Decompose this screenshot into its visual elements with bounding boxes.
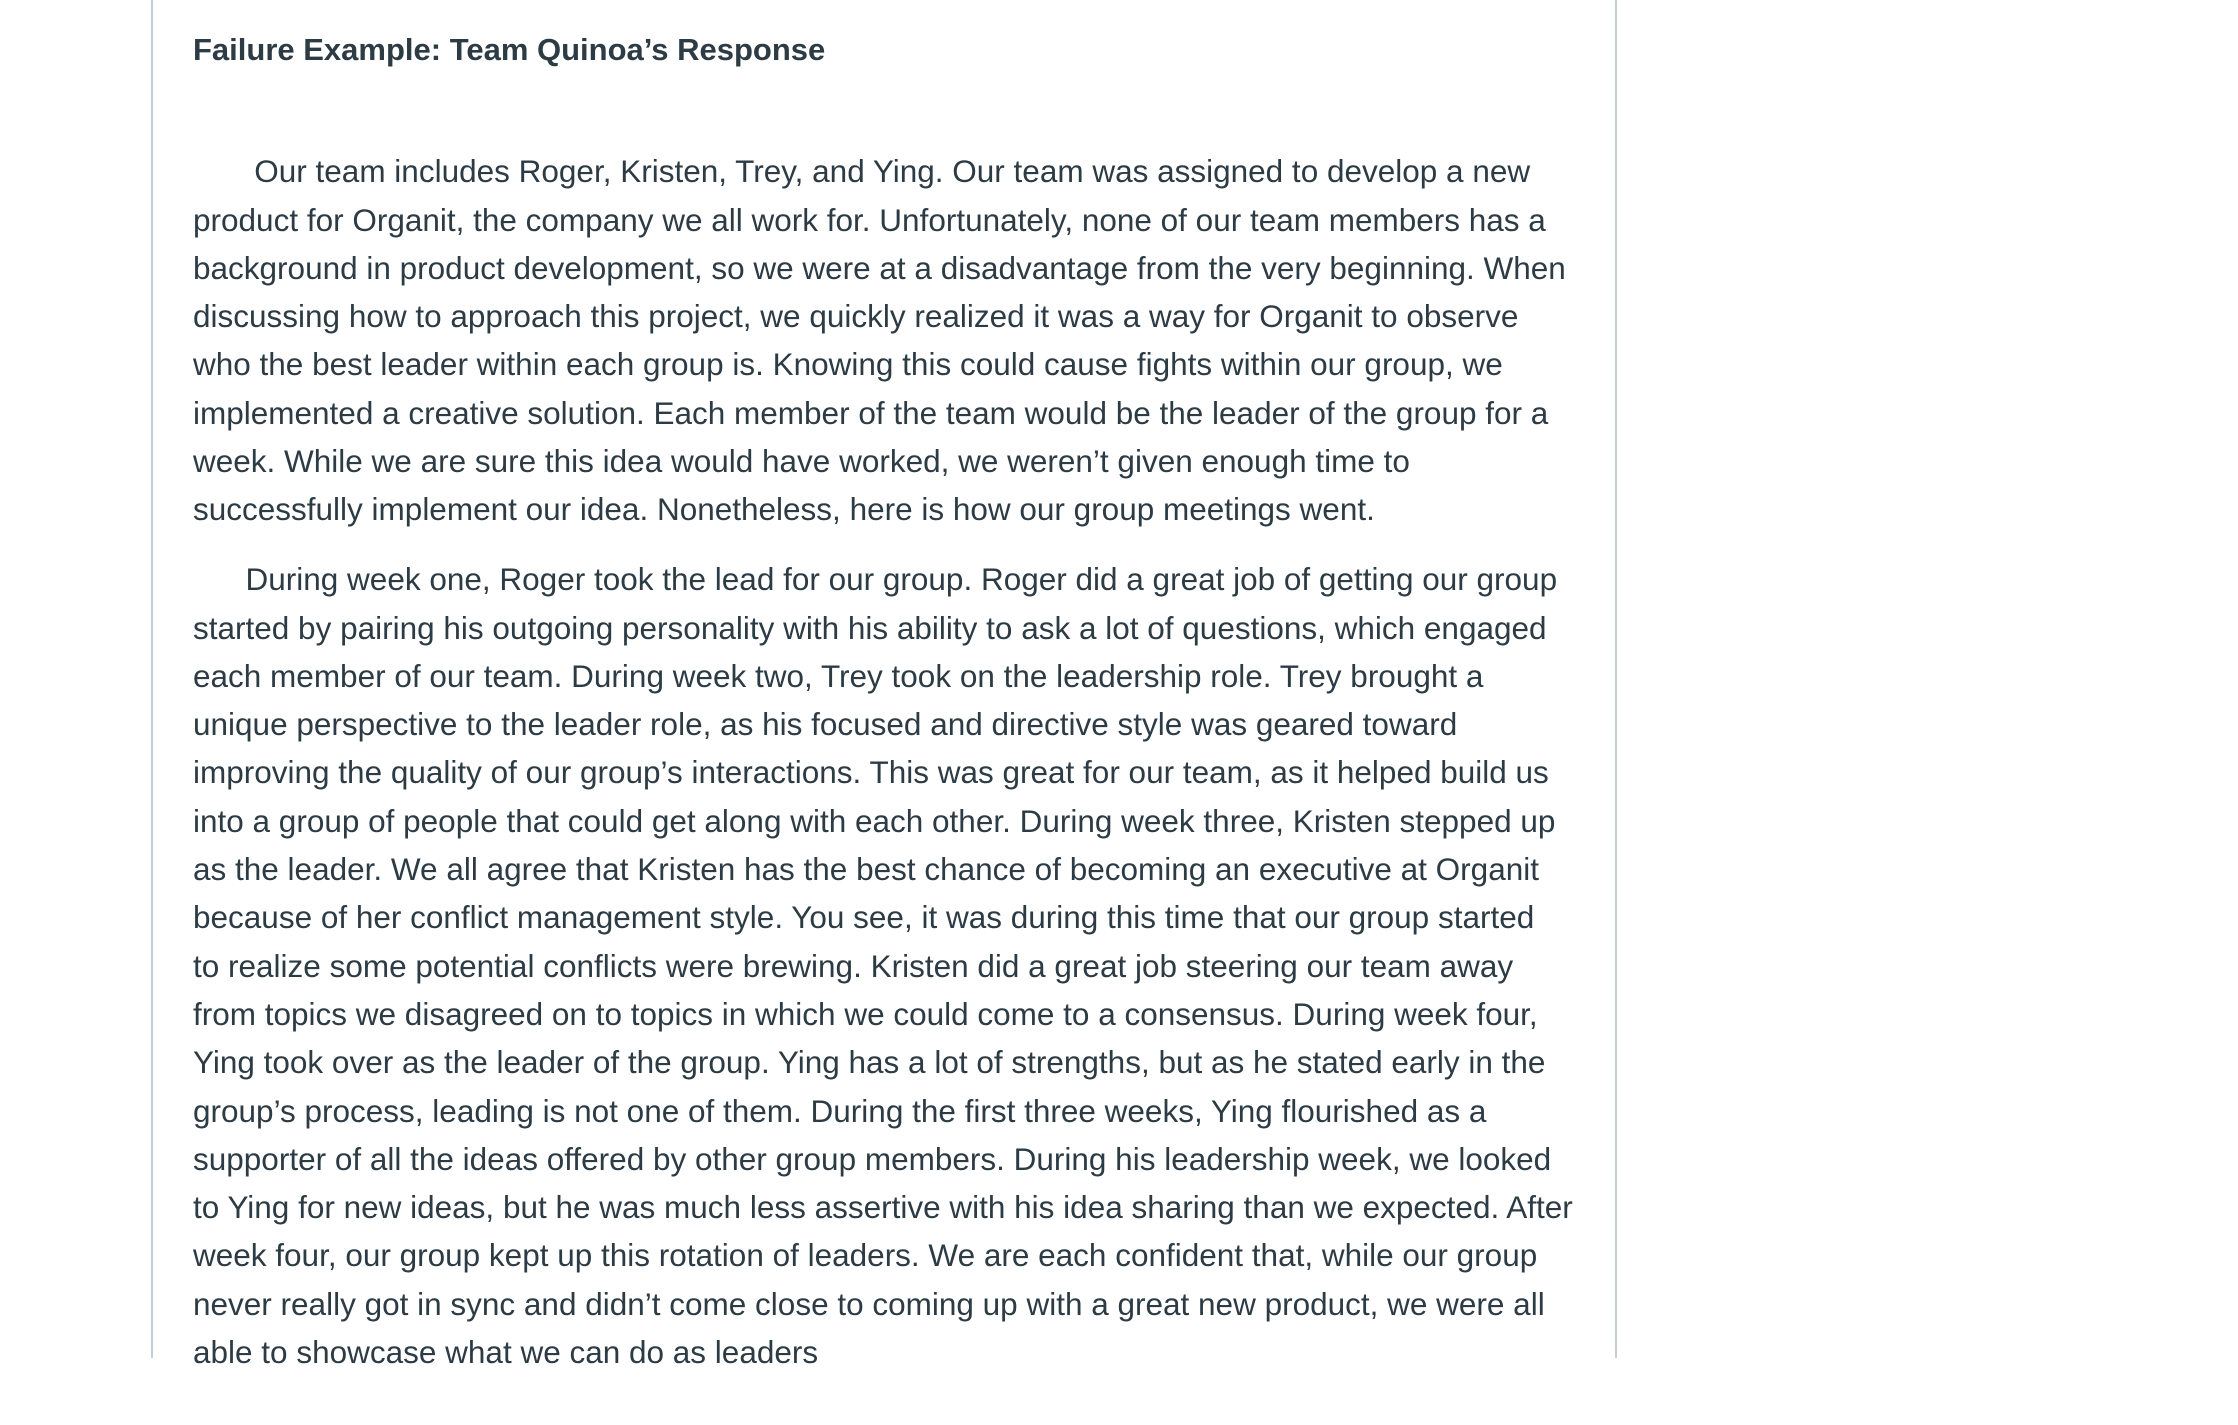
text-line: to realize some potential conflicts were brewing. Kristen did a great job steering our team away [193, 947, 1514, 984]
text-line: During week one, Roger took the lead for our group. Roger did a great job of getting our group [245, 561, 1558, 598]
text-line: background in product development, so we were at a disadvantage from the very beginning. When [193, 249, 1566, 286]
text-line: unique perspective to the leader role, as his focused and directive style was geared toward [193, 706, 1458, 743]
text-line: supporter of all the ideas offered by other group members. During his leadership week, we looked [193, 1140, 1552, 1177]
text-line: Our team includes Roger, Kristen, Trey, and Ying. Our team was assigned to develop a new [245, 153, 1531, 190]
text-line: successfully implement our idea. Nonetheless, here is how our group meetings went. [193, 491, 1375, 528]
section-heading: Failure Example: Team Quinoa’s Response [193, 32, 826, 67]
text-line: who the best leader within each group is. Knowing this could cause fights within our group, we [193, 346, 1503, 383]
text-line: started by pairing his outgoing personality with his ability to ask a lot of questions, which engaged [193, 609, 1547, 646]
content-panel [151, 0, 1617, 1371]
text-line: week four, our group kept up this rotation of leaders. We are each confident that, while our group [193, 1237, 1538, 1274]
paragraph-weekly-leaders [193, 507, 1573, 1425]
text-line: because of her conflict management style. You see, it was during this time that our group started [193, 899, 1535, 936]
text-line: Ying took over as the leader of the group. Ying has a lot of strengths, but as he stated early in the [193, 1044, 1546, 1081]
text-line: group’s process, leading is not one of them. During the first three weeks, Ying flourished as a [193, 1092, 1487, 1129]
text-line: implemented a creative solution. Each member of the team would be the leader of the group for a [193, 394, 1549, 431]
text-line: never really got in sync and didn’t come close to coming up with a great new product, we were all [193, 1285, 1545, 1322]
text-line: to Ying for new ideas, but he was much less assertive with his idea sharing than we expected. After [193, 1189, 1573, 1226]
text-line: improving the quality of our group’s interactions. This was great for our team, as it helped build us [193, 754, 1549, 791]
text-line: each member of our team. During week two, Trey took on the leadership role. Trey brought a [193, 657, 1484, 694]
text-line: from topics we disagreed on to topics in which we could come to a consensus. During week four, [193, 995, 1538, 1032]
text-line: product for Organit, the company we all work for. Unfortunately, none of our team members has a [193, 201, 1546, 238]
text-line: week. While we are sure this idea would have worked, we weren’t given enough time to [193, 443, 1410, 480]
text-line: into a group of people that could get along with each other. During week three, Kristen stepped up [193, 802, 1556, 839]
text-line: discussing how to approach this project, we quickly realized it was a way for Organit to observe [193, 298, 1519, 335]
text-line: able to showcase what we can do as leaders [193, 1334, 819, 1371]
text-line: as the leader. We all agree that Kristen has the best chance of becoming an executive at Organit [193, 851, 1539, 888]
